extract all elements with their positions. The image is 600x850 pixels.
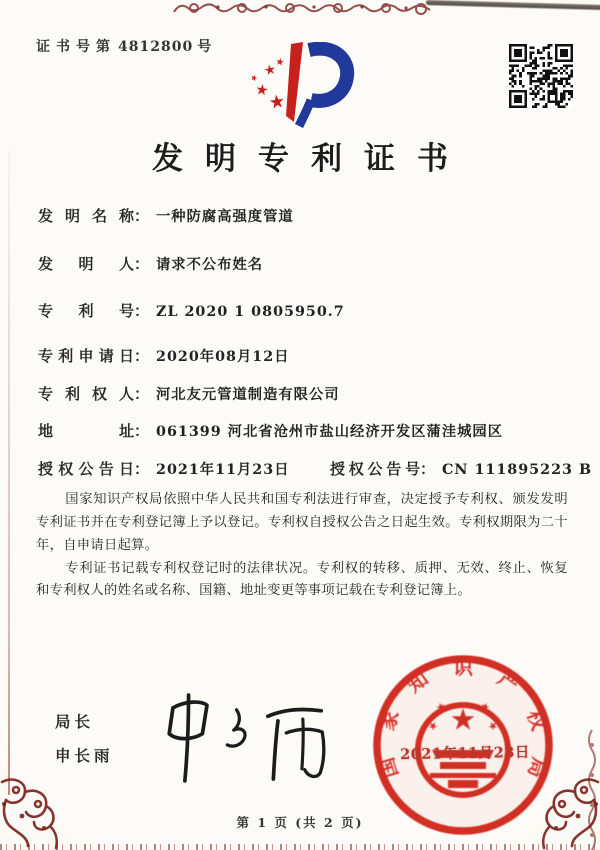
seal-ring-char: 产 — [493, 666, 524, 698]
colon: ： — [134, 460, 150, 478]
field-label: 授权公告号 — [330, 460, 420, 478]
colon: ： — [134, 255, 150, 273]
colon: ： — [134, 422, 150, 440]
seal-ring-char: 识 — [453, 655, 473, 679]
field-row-inventor — [38, 253, 263, 274]
colon: ： — [134, 302, 150, 320]
field-label: 发明名称 — [38, 207, 134, 225]
field-label: 授权公告日 — [38, 460, 134, 478]
field-value: 2020年08月12日 — [156, 349, 290, 365]
field-value: CN 111895223 B — [442, 462, 593, 478]
field-pair-grant-number — [330, 458, 592, 479]
legal-paragraph-1: 国家知识产权局依照中华人民共和国专利法进行审查，决定授予专利权、颁发发明专利证书并在专利登记簿上予以登记。专利权自授权公告之日起生效。专利权期限为二十年，自申请日起算。 — [36, 492, 568, 553]
field-label: 发明人 — [38, 255, 134, 273]
field-row-patent-number — [38, 300, 345, 321]
seal-ring-char: 国 — [374, 754, 403, 781]
field-label: 专利申请日 — [38, 347, 134, 365]
cnipa-patent-logo-icon — [237, 42, 357, 132]
field-row-invention-name — [38, 205, 294, 226]
photo-edge-line — [426, 0, 600, 10]
right-edge-lace-ornament — [584, 730, 600, 850]
field-row-patentee — [38, 383, 340, 404]
seal-ring-char: 权 — [522, 706, 552, 734]
field-label: 专利号 — [38, 302, 134, 320]
top-lace-ornament — [172, 0, 432, 16]
page-number: 第 1 页 (共 2 页) — [236, 815, 364, 830]
field-row-grant — [38, 458, 593, 479]
certificate-number-prefix: 证书号第 — [36, 39, 116, 55]
field-value: 2021年11月23日 — [156, 462, 290, 478]
colon: ： — [134, 207, 150, 225]
field-row-address — [38, 420, 503, 441]
bottom-stripe-ornament — [0, 844, 600, 850]
seal-date: 2021年11月23日 — [400, 743, 531, 764]
qr-code-icon — [509, 44, 573, 108]
document-title: 发明专利证书 — [152, 141, 470, 177]
colon: ： — [420, 460, 436, 478]
field-value: ZL 2020 1 0805950.7 — [156, 304, 345, 320]
legal-text-block — [36, 489, 568, 603]
certificate-number — [36, 36, 211, 56]
colon: ： — [134, 385, 150, 403]
signer-role: 局长 — [55, 712, 95, 731]
signer-block — [55, 710, 114, 778]
seal-ring-char: 家 — [374, 706, 404, 734]
director-handwritten-signature — [148, 690, 360, 785]
signer-name: 申长雨 — [55, 746, 114, 765]
field-value: 请求不公布姓名 — [156, 257, 264, 273]
field-label: 地址 — [38, 422, 134, 440]
certificate-number-value: 4812800 — [118, 39, 194, 55]
page-edge-line — [8, 150, 10, 795]
seal-ring-char: 知 — [402, 666, 433, 698]
field-row-filing-date — [38, 345, 290, 366]
field-value: 一种防腐高强度管道 — [156, 209, 294, 225]
corner-lace-ornament — [0, 776, 60, 850]
field-value: 061399 河北省沧州市盐山经济开发区蒲洼城园区 — [156, 424, 504, 440]
colon: ： — [134, 347, 150, 365]
field-label: 专利权人 — [38, 385, 134, 403]
field-value: 河北友元管道制造有限公司 — [156, 387, 340, 403]
seal-ring-char: 局 — [523, 754, 552, 781]
legal-paragraph-2: 专利证书记载专利权登记时的法律状况。专利权的转移、质押、无效、终止、恢复和专利权人的姓名或名称、国籍、地址变更等事项记载在专利登记簿上。 — [36, 560, 568, 599]
certificate-number-suffix: 号 — [197, 39, 212, 55]
